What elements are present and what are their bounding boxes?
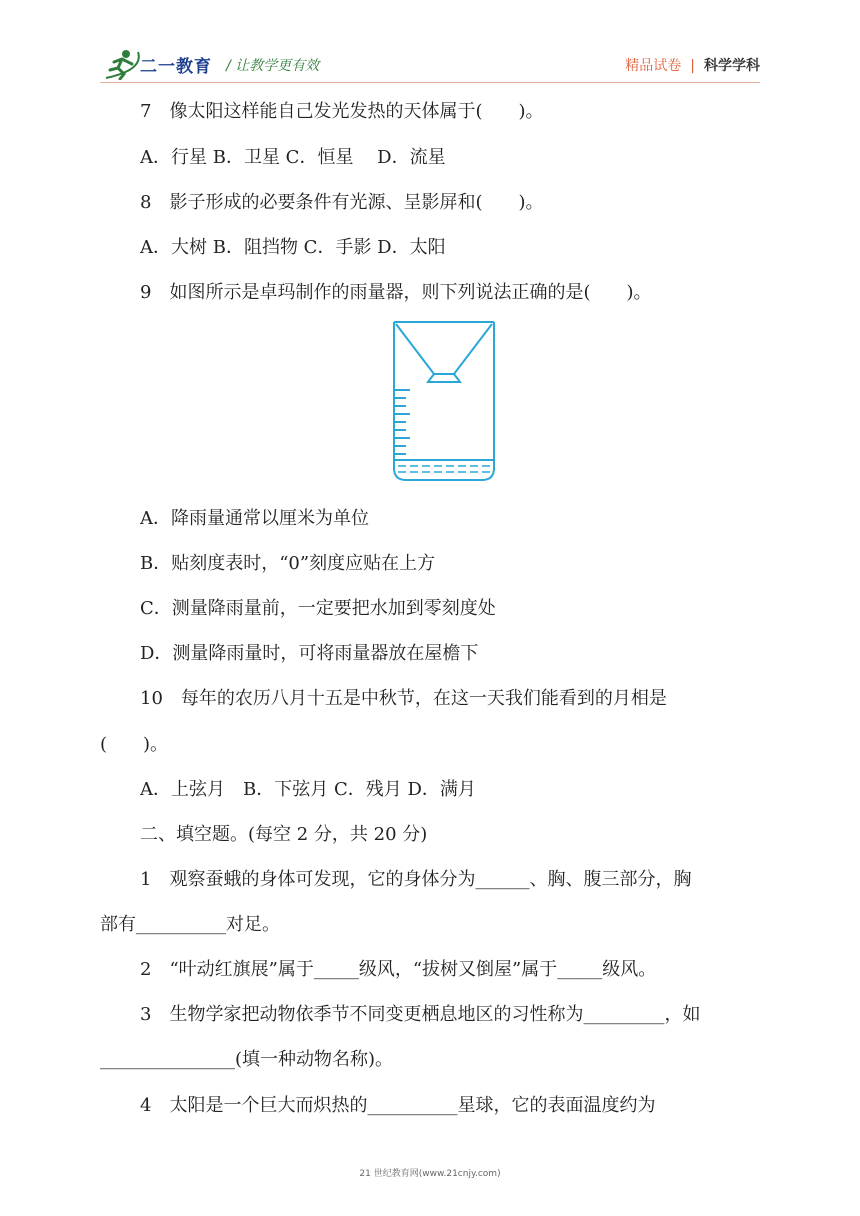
question-7-options: A．行星 B．卫星 C．恒星 D．流星 (140, 147, 446, 168)
question-8: 8 影子形成的必要条件有光源、呈影屏和( )。 (140, 192, 544, 213)
fill-question-3: 3 生物学家把动物依季节不同变更栖息地区的习性称为_________，如 (140, 1004, 701, 1025)
page-footer: 21 世纪教育网(www.21cnjy.com) (359, 1169, 501, 1179)
page-header (0, 0, 860, 90)
section-fill-blank-title: 二、填空题。(每空 2 分，共 20 分) (140, 824, 428, 845)
header-divider (100, 82, 760, 83)
fill-question-3-cont: _______________(填一种动物名称)。 (100, 1049, 394, 1070)
header-quality-label: 精品试卷 (625, 58, 682, 74)
fill-question-1: 1 观察蚕蛾的身体可发现，它的身体分为______、胸、腹三部分，胸 (140, 869, 692, 890)
question-10-cont: ( )。 (100, 734, 169, 755)
question-9-option-d: D．测量降雨量时，可将雨量器放在屋檐下 (140, 643, 479, 664)
question-9-option-c: C．测量降雨量前，一定要把水加到零刻度处 (140, 598, 496, 619)
fill-question-4: 4 太阳是一个巨大而炽热的__________星球，它的表面温度约为 (140, 1095, 656, 1116)
header-subject-label: 科学学科 (704, 58, 760, 74)
question-9: 9 如图所示是卓玛制作的雨量器，则下列说法正确的是( )。 (140, 282, 652, 303)
fill-question-2: 2 “叶动红旗展”属于_____级风，“拔树又倒屋”属于_____级风。 (140, 959, 657, 980)
rain-gauge-figure (388, 320, 500, 484)
question-7: 7 像太阳这样能自己发光发热的天体属于( )。 (140, 101, 544, 122)
question-10-options: A．上弦月 B．下弦月 C．残月 D．满月 (140, 779, 476, 800)
logo-text: 二一教育 (140, 57, 212, 77)
header-subject (625, 55, 760, 75)
header-separator: | (690, 58, 695, 74)
question-10: 10 每年的农历八月十五是中秋节，在这一天我们能看到的月相是 (140, 688, 667, 709)
slogan: / 让教学更有效 (226, 58, 320, 74)
question-9-option-a: A．降雨量通常以厘米为单位 (140, 508, 369, 529)
question-8-options: A．大树 B．阻挡物 C．手影 D．太阳 (140, 237, 446, 258)
fill-question-1-cont: 部有__________对足。 (100, 914, 280, 935)
question-9-option-b: B．贴刻度表时，“0”刻度应贴在上方 (140, 553, 436, 574)
